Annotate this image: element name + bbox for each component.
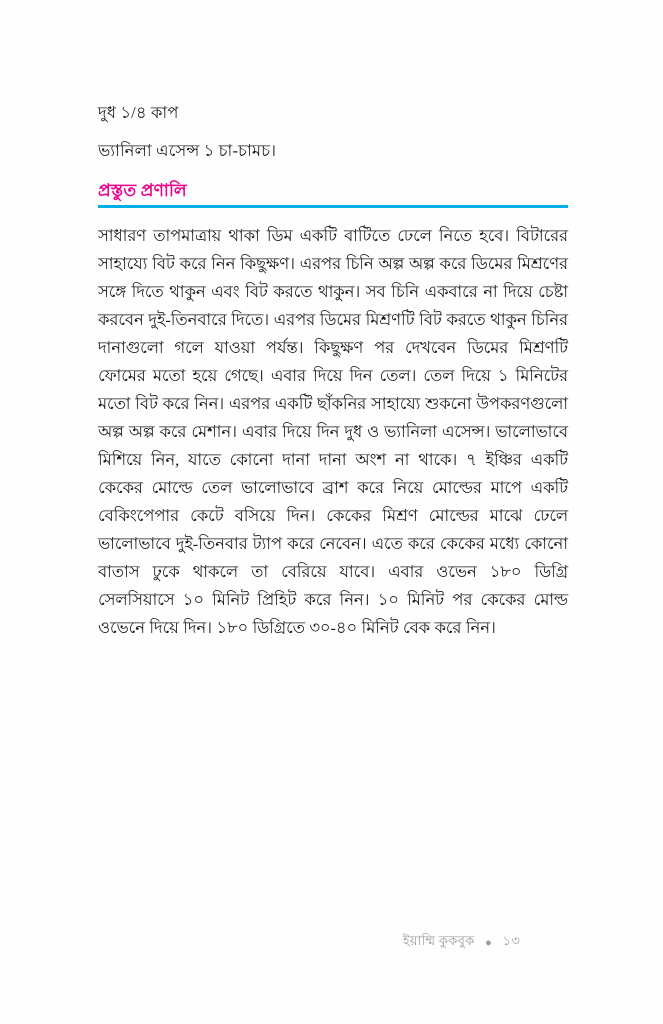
heading-underline-rule	[98, 205, 568, 207]
footer-inner	[403, 932, 520, 953]
method-paragraph: সাধারণ তাপমাত্রায় থাকা ডিম একটি বাটিতে ঢেলে নিতে হবে। বিটারের সাহায্যে বিট করে নিন কিছুক্ষণ। এরপর চিনি অল্প অল্প করে ডিমের মিশ্রণের সঙ্গে দিতে থাকুন এবং বিট করতে থাকুন। সব চিনি একবারে না দিয়ে চেষ্টা করবেন দুই-তিনবারে দিতে। এরপর ডিমের মিশ্রণটি বিট করতে থাকুন চিনির দানাগুলো গলে যাওয়া পর্যন্ত। কিছুক্ষণ পর দেখবেন ডিমের মিশ্রণটি ফোমের মতো হয়ে গেছে। এবার দিয়ে দিন তেল। তেল দিয়ে ১ মিনিটের মতো বিট করে নিন। এরপর একটি ছাঁকনির সাহায্যে শুকনো উপকরণগুলো অল্প অল্প করে মেশান। এবার দিয়ে দিন দুধ ও ভ্যানিলা এসেন্স। ভালোভাবে মিশিয়ে নিন, যাতে কোনো দানা দানা অংশ না থাকে। ৭ ইঞ্চির একটি কেকের মোল্ডে তেল ভালোভাবে ব্রাশ করে নিয়ে মোল্ডের মাপে একটি বেকিংপেপার কেটে বসিয়ে দিন। কেকের মিশ্রণ মোল্ডের মাঝে ঢেলে ভালোভাবে দুই-তিনবার ট্যাপ করে নেবেন। এতে করে কেকের মধ্যে কোনো বাতাস ঢুকে থাকলে তা বেরিয়ে যাবে। এবার ওভেন ১৮০ ডিগ্রি সেলসিয়াসে ১০ মিনিট প্রিহিট করে নিন। ১০ মিনিট পর কেকের মোল্ড ওভেনে দিয়ে দিন। ১৮০ ডিগ্রিতে ৩০-৪০ মিনিট বেক করে নিন।	[98, 225, 568, 637]
footer-book-title: ইয়াম্মি কুকবুক	[402, 933, 475, 948]
ingredient-item: দুধ ১/৪ কাপ	[98, 103, 179, 122]
footer-page-number: ১৩	[502, 933, 521, 948]
footer-separator-dot: ●	[485, 936, 493, 949]
page-footer	[0, 932, 663, 953]
ingredient-item: ভ্যানিলা এসেন্স ১ চা-চামচ।	[98, 141, 277, 161]
section-heading-block	[98, 181, 568, 208]
page-content	[98, 104, 568, 642]
ingredient-list	[98, 104, 568, 160]
section-heading: প্রস্তুত প্রণালি	[98, 180, 187, 200]
